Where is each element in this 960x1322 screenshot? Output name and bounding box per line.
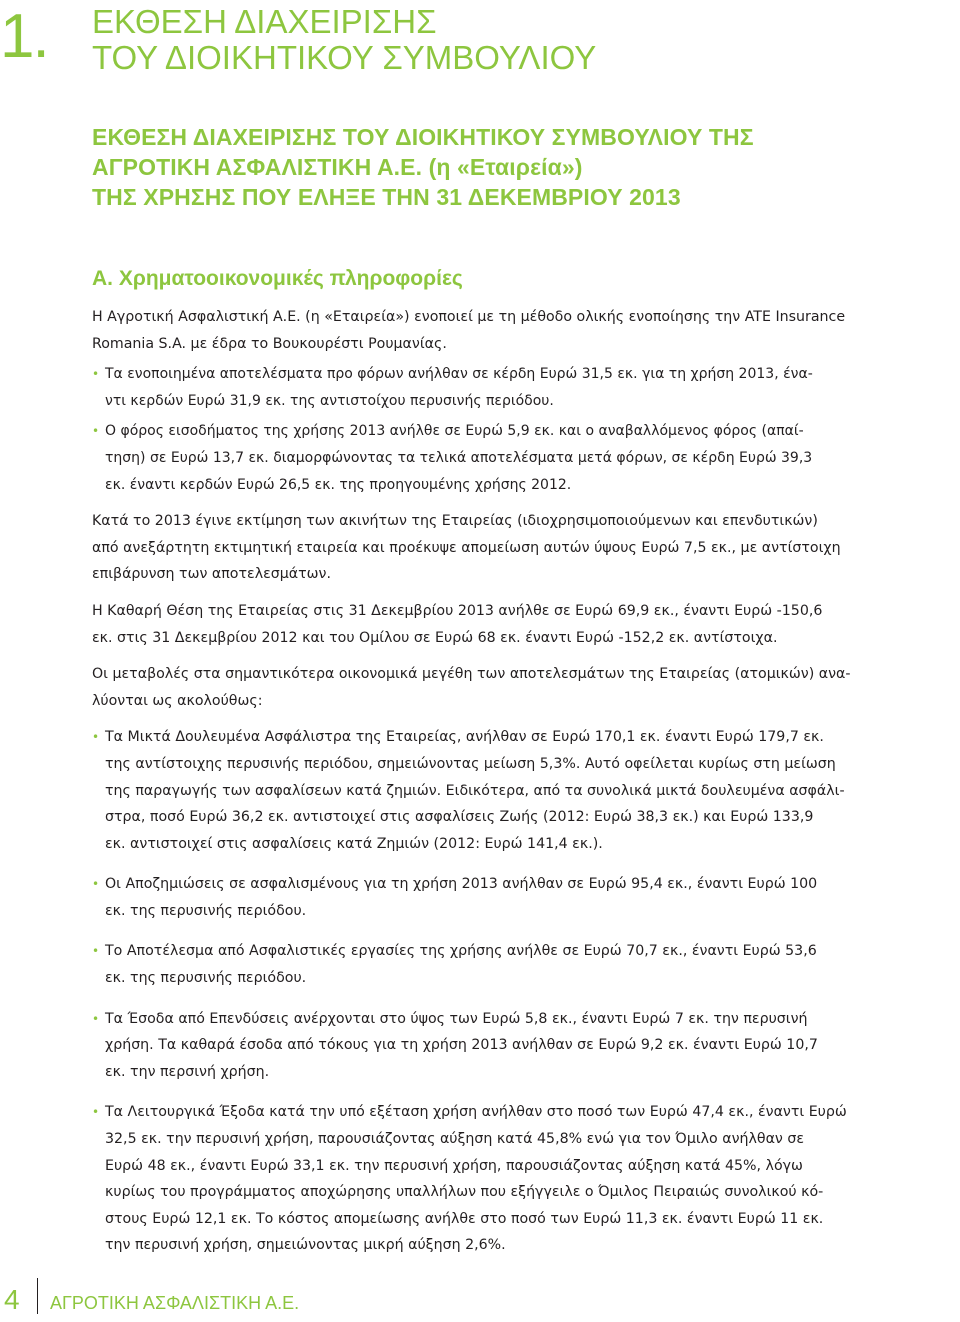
text-line: εκ. της περυσινής περιόδου.: [105, 970, 307, 987]
bullet-operating-expenses: [92, 1099, 882, 1259]
text-line: εκ. της περυσινής περιόδου.: [105, 902, 307, 919]
text-line: λύονται ως ακολούθως:: [92, 692, 263, 709]
text-line: χρήση. Τα καθαρά έσοδα από τόκους για τη χρήση 2013 ανήλθαν σε Ευρώ 9,2 εκ. έναντι Ευρώ 10,7: [105, 1037, 818, 1054]
bullet-icon: •: [92, 1011, 100, 1026]
chapter-title-line: ΕΚΘΕΣΗ ΔΙΑΧΕΙΡΙΣΗΣ: [92, 3, 437, 40]
text-line: στρα, ποσό Ευρώ 36,2 εκ. αντιστοιχεί στις ασφαλίσεις Ζωής (2012: Ευρώ 38,3 εκ.) και Ευρώ 133,9: [105, 809, 814, 826]
report-subtitle-line: ΕΚΘΕΣΗ ΔΙΑΧΕΙΡΙΣΗΣ ΤΟΥ ΔΙΟΙΚΗΤΙΚΟΥ ΣΥΜΒΟΥΛΙΟΥ ΤΗΣ: [92, 124, 754, 150]
text-line: Οι Αποζημιώσεις σε ασφαλισμένους για τη χρήση 2013 ανήλθαν σε Ευρώ 95,4 εκ., έναντι Ευρώ 100: [105, 876, 818, 893]
text-line: στους Ευρώ 12,1 εκ. Το κόστος απομείωσης ανήλθε στο ποσό των Ευρώ 11,3 εκ. έναντι Ευρώ 11 εκ.: [105, 1210, 824, 1227]
text-line: Τα Λειτουργικά Έξοδα κατά την υπό εξέταση χρήση ανήλθαν στο ποσό των Ευρώ 47,4 εκ., έναντι Ευρώ: [105, 1104, 847, 1121]
bullet-investment-income: [92, 1006, 882, 1086]
body-text: [92, 304, 882, 1259]
text-line: την περυσινή χρήση, σημειώνοντας μικρή αύξηση 2,6%.: [105, 1237, 506, 1254]
bullet-claims: [92, 871, 882, 924]
chapter-title: [92, 4, 596, 76]
text-line: εκ. έναντι κερδών Ευρώ 26,5 εκ. της προηγουμένης χρήσης 2012.: [105, 476, 572, 493]
valuation-paragraph: [92, 508, 882, 588]
footer-company-name: ΑΓΡΟΤΙΚΗ ΑΣΦΑΛΙΣΤΙΚΗ Α.Ε.: [50, 1293, 300, 1313]
report-subtitle-line: ΤΗΣ ΧΡΗΣΗΣ ΠΟΥ ΕΛΗΞΕ ΤΗΝ 31 ΔΕΚΕΜΒΡΙΟΥ 2013: [92, 184, 681, 210]
text-line: της παραγωγής των ασφαλίσεων κατά ζημιών. Ειδικότερα, από τα συνολικά μικτά δουλευμένα ασφάλι-: [105, 782, 845, 799]
footer-divider: [37, 1278, 38, 1314]
report-subtitle-line: ΑΓΡΟΤΙΚΗ ΑΣΦΑΛΙΣΤΙΚΗ Α.Ε. (η «Εταιρεία»): [92, 154, 583, 180]
text-line: της αντίστοιχης περυσινής περιόδου, σημειώνοντας μείωση 5,3%. Αυτό οφείλεται κυρίως στη μείωση: [105, 755, 836, 772]
bullet-icon: •: [92, 944, 100, 959]
bullet-icon: •: [92, 367, 100, 382]
text-line: Η Καθαρή Θέση της Εταιρείας στις 31 Δεκεμβρίου 2013 ανήλθε σε Ευρώ 69,9 εκ., έναντι Ευρώ -150,6: [92, 602, 823, 619]
bullet-icon: •: [92, 877, 100, 892]
text-line: Ο φόρος εισοδήματος της χρήσης 2013 ανήλθε σε Ευρώ 5,9 εκ. και ο αναβαλλόμενος φόρος (απαί-: [105, 423, 804, 440]
report-subtitle: [92, 122, 754, 212]
chapter-number: 1.: [0, 2, 48, 71]
text-line: εκ. την περσινή χρήση.: [105, 1063, 270, 1080]
text-line: ντι κερδών Ευρώ 31,9 εκ. της αντιστοίχου περυσινής περιόδου.: [105, 392, 554, 409]
text-line: Τα Μικτά Δουλευμένα Ασφάλιστρα της Εταιρείας, ανήλθαν σε Ευρώ 170,1 εκ. έναντι Ευρώ 179,7 εκ.: [105, 729, 824, 746]
bullet-icon: •: [92, 424, 100, 439]
text-line: Η Αγροτική Ασφαλιστική Α.Ε. (η «Εταιρεία») ενοποιεί με τη μέθοδο ολικής ενοποίησης την ATE Insurance: [92, 309, 846, 325]
text-line: κυρίως του προγράμματος αποχώρησης υπαλλήλων που εξήγγειλε ο Όμιλος Πειραιώς συνολικού κό-: [105, 1184, 824, 1201]
bullet-pretax-results: [92, 361, 882, 414]
intro-paragraph: [92, 304, 882, 357]
text-line: Ευρώ 48 εκ., έναντι Ευρώ 33,1 εκ. την περυσινή χρήση, παρουσιάζοντας αύξηση κατά 45%, λόγω: [105, 1157, 803, 1174]
text-line: 32,5 εκ. την περυσινή χρήση, παρουσιάζοντας αύξηση κατά 45,8% ενώ για τον Όμιλο ανήλθαν σε: [105, 1131, 805, 1148]
text-line: Romania S.A. με έδρα το Βουκουρέστι Ρουμανίας.: [92, 335, 447, 352]
text-line: τηση) σε Ευρώ 13,7 εκ. διαμορφώνοντας τα τελικά αποτελέσματα μετά φόρων, σε κέρδη Ευρώ 39,3: [105, 449, 813, 466]
text-line: από ανεξάρτητη εκτιμητική εταιρεία και προέκυψε απομείωση αυτών ύψους Ευρώ 7,5 εκ., με αντίστοιχη: [92, 539, 841, 556]
text-line: επιβάρυνση των αποτελεσμάτων.: [92, 566, 331, 583]
page-number: 4: [4, 1284, 20, 1315]
text-line: Τα ενοποιημένα αποτελέσματα προ φόρων ανήλθαν σε κέρδη Ευρώ 31,5 εκ. για τη χρήση 2013, ένα-: [105, 366, 813, 383]
equity-paragraph: [92, 598, 882, 651]
changes-intro-paragraph: [92, 661, 882, 714]
chapter-title-line: ΤΟΥ ΔΙΟΙΚΗΤΙΚΟΥ ΣΥΜΒΟΥΛΙΟΥ: [92, 39, 597, 76]
bullet-gross-premiums: [92, 724, 882, 857]
section-heading: Α. Χρηματοοικονομικές πληροφορίες: [92, 267, 463, 290]
bullet-icon: •: [92, 730, 100, 745]
bullet-icon: •: [92, 1105, 100, 1120]
bullet-income-tax: [92, 418, 882, 498]
text-line: Το Αποτέλεσμα από Ασφαλιστικές εργασίες της χρήσης ανήλθε σε Ευρώ 70,7 εκ., έναντι Ευρώ 53,6: [105, 943, 817, 960]
text-line: εκ. στις 31 Δεκεμβρίου 2012 και του Ομίλου σε Ευρώ 68 εκ. έναντι Ευρώ -152,2 εκ. αντίστοιχα.: [92, 629, 778, 646]
text-line: Οι μεταβολές στα σημαντικότερα οικονομικά μεγέθη των αποτελεσμάτων της Εταιρείας (ατομικών) ανα-: [92, 666, 851, 683]
text-line: εκ. αντιστοιχεί στις ασφαλίσεις κατά Ζημιών (2012: Ευρώ 141,4 εκ.).: [105, 835, 603, 852]
text-line: Κατά το 2013 έγινε εκτίμηση των ακινήτων της Εταιρείας (ιδιοχρησιμοποιούμενων και επενδυτικών): [92, 513, 818, 530]
text-line: Τα Έσοδα από Επενδύσεις ανέρχονται στο ύψος των Ευρώ 5,8 εκ., έναντι Ευρώ 7 εκ. την περυσινή: [105, 1010, 808, 1027]
bullet-underwriting-result: [92, 938, 882, 991]
